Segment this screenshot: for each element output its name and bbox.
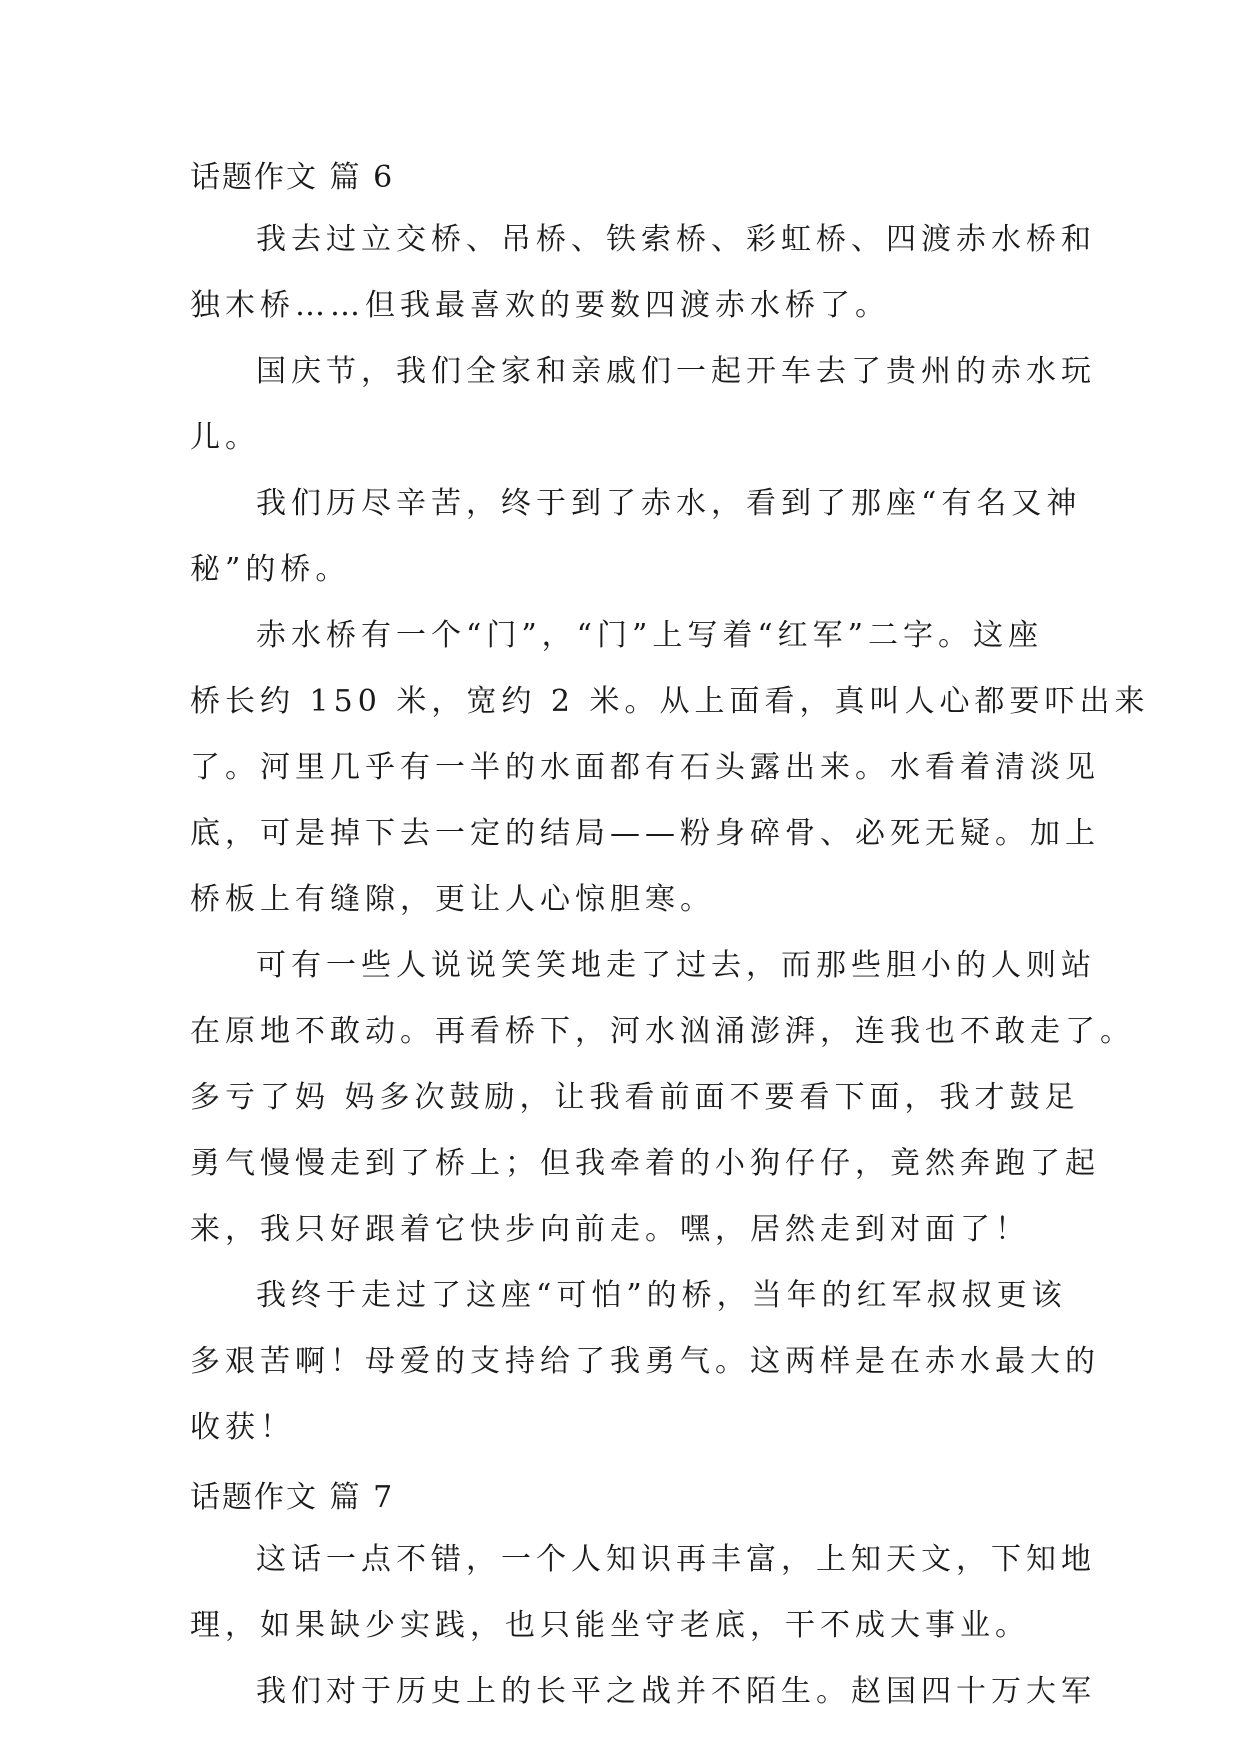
- text-line: 我们对于历史上的长平之战并不陌生。赵国四十万大军: [256, 1674, 1096, 1709]
- text-line: 底，可是掉下去一定的结局——粉身碎骨、必死无疑。加上: [190, 816, 1100, 851]
- text-line: 在原地不敢动。再看桥下，河水汹涌澎湃，连我也不敢走了。: [190, 1014, 1135, 1049]
- paragraph: [190, 616, 1150, 946]
- text-line: 来，我只好跟着它快步向前走。嘿，居然走到对面了！: [190, 1212, 1030, 1247]
- text-line: 儿。: [190, 420, 260, 455]
- document-body: [190, 158, 1150, 1738]
- text-line: 理，如果缺少实践，也只能坐守老底，干不成大事业。: [190, 1608, 1030, 1643]
- text-line: 秘”的桥。: [190, 552, 351, 587]
- section-heading: 话题作文 篇 7: [190, 1480, 395, 1515]
- text-line: 我去过立交桥、吊桥、铁索桥、彩虹桥、四渡赤水桥和: [256, 222, 1096, 257]
- text-line: 独木桥……但我最喜欢的要数四渡赤水桥了。: [190, 288, 890, 323]
- text-line: 多艰苦啊！母爱的支持给了我勇气。这两样是在赤水最大的: [190, 1344, 1100, 1379]
- text-line: 多亏了妈 妈多次鼓励，让我看前面不要看下面，我才鼓足: [190, 1080, 1080, 1115]
- paragraph: [190, 220, 1096, 352]
- text-line: 了。河里几乎有一半的水面都有石头露出来。水看着清淡见: [190, 750, 1100, 785]
- text-line: 桥板上有缝隙，更让人心惊胆寒。: [190, 882, 715, 917]
- text-line: 赤水桥有一个“门”，“门”上写着“红军”二字。这座: [256, 618, 1044, 653]
- paragraph: [190, 1276, 1100, 1474]
- paragraph: [190, 1672, 1096, 1738]
- paragraph: [190, 484, 1082, 616]
- paragraph: [190, 352, 1096, 484]
- text-line: 我们历尽辛苦，终于到了赤水，看到了那座“有名又神: [256, 486, 1082, 521]
- text-line: 桥长约 150 米，宽约 2 米。从上面看，真叫人心都要吓出来: [190, 684, 1150, 719]
- text-line: 这话一点不错，一个人知识再丰富，上知天文，下知地: [256, 1542, 1096, 1577]
- paragraph: [190, 946, 1135, 1276]
- text-line: 国庆节，我们全家和亲戚们一起开车去了贵州的赤水玩: [256, 354, 1096, 389]
- section-heading: 话题作文 篇 6: [190, 160, 395, 195]
- text-line: 我终于走过了这座“可怕”的桥，当年的红军叔叔更该: [256, 1278, 1067, 1313]
- paragraph: [190, 1540, 1096, 1672]
- text-line: 勇气慢慢走到了桥上；但我牵着的小狗仔仔，竟然奔跑了起: [190, 1146, 1100, 1181]
- text-line: 收获！: [190, 1410, 295, 1445]
- text-line: 可有一些人说说笑笑地走了过去，而那些胆小的人则站: [256, 948, 1096, 983]
